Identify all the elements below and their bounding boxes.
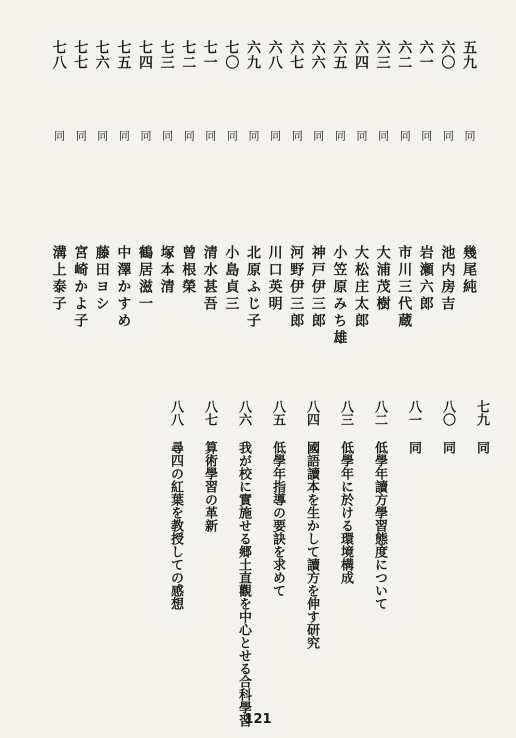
entry-number: 六五 [331, 40, 348, 70]
reference-entry [470, 400, 492, 454]
reference-entry [266, 400, 288, 597]
reference-title: 七九 同 [474, 400, 489, 454]
reference-title: 八六 我が校に實施せる郷土直觀を中心とせる合科學習 [236, 400, 251, 727]
entry-number: 五九 [461, 40, 477, 70]
reference-title: 八二 低學年讀方學習態度について [372, 400, 387, 610]
author-name: 清水甚吾 [201, 245, 218, 313]
author-column [242, 245, 264, 330]
reference-entry [198, 400, 220, 532]
author-column [436, 245, 458, 313]
entry-number: 七七 [72, 40, 89, 70]
ditto-mark: 同 [117, 130, 131, 141]
ditto-mark: 同 [355, 130, 368, 141]
ditto-mark: 同 [74, 130, 88, 141]
entry-number: 七六 [93, 40, 110, 70]
ditto-mark: 同 [160, 130, 174, 141]
author-name: 中澤かすめ [115, 245, 132, 330]
reference-entry [334, 400, 356, 584]
author-column [134, 245, 156, 313]
entry-number: 七五 [115, 40, 132, 70]
author-name: 河野伊三郎 [288, 245, 305, 330]
reference-entry [300, 400, 322, 649]
reference-title: 八〇 同 [440, 400, 455, 454]
reference-entry [368, 400, 390, 610]
ditto-mark: 同 [441, 130, 455, 141]
author-name: 塚本清 [158, 245, 175, 296]
author-column [199, 245, 221, 313]
author-name: 小島貞三 [223, 245, 240, 313]
author-name: 岩瀬六郎 [417, 245, 434, 313]
entry-number: 七〇 [223, 40, 240, 70]
author-name: 大松庄太郎 [353, 245, 369, 330]
page-number: 121 [244, 712, 272, 727]
reference-entry [164, 400, 186, 610]
author-name: 曾根榮 [180, 245, 197, 296]
ditto-mark: 同 [290, 130, 304, 141]
ditto-mark: 同 [52, 130, 66, 141]
ditto-mark: 同 [311, 130, 325, 141]
entry-number: 七四 [137, 40, 153, 70]
entry-number: 六三 [374, 40, 391, 70]
reference-entry [402, 400, 424, 454]
ditto-mark: 同 [139, 130, 152, 141]
ditto-mark: 同 [419, 130, 433, 141]
author-column [112, 245, 134, 330]
author-column [220, 245, 242, 313]
author-name: 鶴居滋一 [137, 245, 153, 313]
ditto-mark: 同 [95, 130, 109, 141]
entry-number: 七二 [180, 40, 197, 70]
ditto-mark: 同 [247, 130, 260, 141]
entry-number: 七八 [50, 40, 67, 70]
entry-number: 六八 [266, 40, 283, 70]
ditto-mark: 同 [182, 130, 196, 141]
reference-title: 八八 尋四の紅葉を教授しての感想 [168, 400, 183, 610]
ditto-mark: 同 [398, 130, 412, 141]
author-column [458, 245, 480, 296]
ditto-mark: 同 [463, 130, 476, 141]
author-name: 大浦茂樹 [374, 245, 391, 313]
reference-title: 八七 算術學習の革新 [202, 400, 217, 532]
reference-title: 八一 同 [406, 400, 421, 454]
author-column [350, 245, 372, 330]
author-column [328, 245, 350, 347]
reference-title: 八三 低學年に於ける環境構成 [338, 400, 353, 584]
entry-number: 六七 [288, 40, 305, 70]
author-column [372, 245, 394, 313]
ditto-mark: 同 [376, 130, 390, 141]
entry-number: 六一 [417, 40, 434, 70]
author-name: 幾尾純 [461, 245, 477, 296]
author-column [177, 245, 199, 296]
entry-number: 六〇 [439, 40, 456, 70]
author-column [264, 245, 286, 313]
author-name: 川口英明 [266, 245, 283, 313]
reference-title: 八五 低學年指導の要訣を求めて [270, 400, 285, 597]
author-name: 北原ふじ子 [245, 245, 261, 330]
entry-number: 七一 [201, 40, 218, 70]
reference-entry [232, 400, 254, 727]
author-column [48, 245, 70, 313]
author-column [285, 245, 307, 330]
reference-entry [436, 400, 458, 454]
author-name: 池内房吉 [439, 245, 456, 313]
author-name: 宮崎かよ子 [72, 245, 89, 330]
author-name: 市川三代蔵 [396, 245, 413, 330]
entry-number: 六六 [309, 40, 326, 70]
entry-number: 七三 [158, 40, 175, 70]
reference-title: 八四 國語讀本を生かして讀方を伸す研究 [304, 400, 319, 649]
author-name: 神戸伊三郎 [309, 245, 326, 330]
author-column [415, 245, 437, 313]
ditto-mark: 同 [225, 130, 239, 141]
author-name: 藤田ヨシ [93, 245, 110, 313]
author-column [91, 245, 113, 313]
entry-number: 六九 [245, 40, 261, 70]
ditto-mark: 同 [333, 130, 347, 141]
entry-number: 六四 [353, 40, 369, 70]
ditto-mark: 同 [203, 130, 217, 141]
author-column [393, 245, 415, 330]
author-name: 溝上泰子 [50, 245, 67, 313]
entry-number: 六二 [396, 40, 413, 70]
ditto-mark: 同 [268, 130, 282, 141]
author-column [307, 245, 329, 330]
author-column [69, 245, 91, 330]
author-name: 小笠原みち雄 [331, 245, 348, 347]
author-column [156, 245, 178, 296]
